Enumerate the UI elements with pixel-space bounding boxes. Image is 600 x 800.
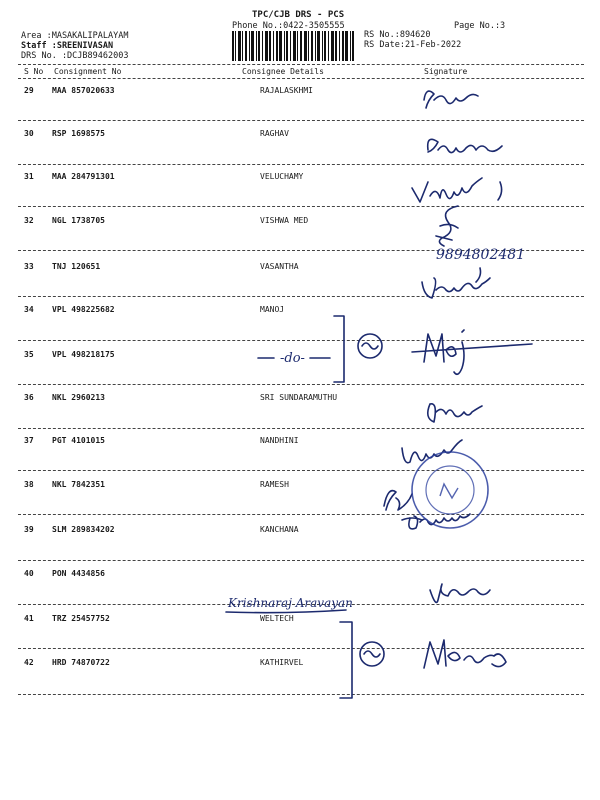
drs-number: DRS No. :DCJB89462003 <box>21 51 129 61</box>
row-consignee: KATHIRVEL <box>260 658 304 667</box>
report-title: TPC/CJB DRS - PCS <box>252 10 345 20</box>
signature-41-42 <box>424 640 506 668</box>
row-consignee: SRI SUNDARAMUTHU <box>260 393 338 402</box>
signature-36 <box>428 404 482 422</box>
row-consignment: NKL 7842351 <box>52 480 105 489</box>
row-sno: 39 <box>24 525 34 534</box>
row-consignment: NKL 2960213 <box>52 393 105 402</box>
row-sno: 31 <box>24 172 34 181</box>
row-sno: 29 <box>24 86 34 95</box>
row-consignee: RAGHAV <box>260 129 289 138</box>
row-sno: 35 <box>24 350 34 359</box>
rs-number: RS No.:894620 <box>364 30 431 40</box>
column-header-signature: Signature <box>424 67 468 76</box>
row-consignment: MAA 857020633 <box>52 86 115 95</box>
column-header-sno: S No <box>24 67 44 76</box>
area-label: Area :MASAKALIPALAYAM <box>21 31 129 41</box>
column-header-consignee: Consignee Details <box>242 67 324 76</box>
page-number: Page No.:3 <box>454 21 506 31</box>
row-consignment: VPL 498218175 <box>52 350 115 359</box>
signature-40 <box>430 584 490 602</box>
row-sno: 38 <box>24 480 34 489</box>
signature-32 <box>436 206 458 246</box>
row-consignment: SLM 289834202 <box>52 525 115 534</box>
row-consignment: RSP 1698575 <box>52 129 105 138</box>
row-consignment: PGT 4101015 <box>52 436 105 445</box>
signature-30 <box>428 139 502 152</box>
row-sno: 41 <box>24 614 34 623</box>
row-sno: 40 <box>24 569 34 578</box>
row-consignment: HRD 74870722 <box>52 658 110 667</box>
row-sno: 34 <box>24 305 34 314</box>
row-sno: 32 <box>24 216 34 225</box>
row-consignee: VISHWA MED <box>260 216 309 225</box>
row-consignee: WELTECH <box>260 614 294 623</box>
count-circle-34-mark <box>362 343 378 349</box>
phone-number: Phone No.:0422-3505555 <box>232 21 345 31</box>
signature-34-35 <box>412 330 532 374</box>
row-consignee: RAMESH <box>260 480 289 489</box>
signature-33 <box>422 268 490 298</box>
staff-label: Staff :SREENIVASAN <box>21 41 114 51</box>
handwritten-phone: 9894802481 <box>436 247 526 263</box>
ditto-bracket-bottom <box>340 622 352 698</box>
row-consignee: MANOJ <box>260 305 285 314</box>
row-sno: 36 <box>24 393 34 402</box>
row-consignee: VASANTHA <box>260 262 299 271</box>
count-circle-41-mark <box>364 651 380 657</box>
row-consignment: PON 4434856 <box>52 569 105 578</box>
row-consignment: TNJ 120651 <box>52 262 101 271</box>
signature-38 <box>384 491 422 520</box>
ditto-mark: -do- <box>280 351 305 366</box>
signature-29 <box>424 91 478 108</box>
rs-date: RS Date:21-Feb-2022 <box>364 40 462 50</box>
row-consignment: TRZ 25457752 <box>52 614 110 623</box>
row-sno: 33 <box>24 262 34 271</box>
company-stamp <box>412 452 488 528</box>
row-consignee: RAJALASKHMI <box>260 86 313 95</box>
handwritten-note-40: Krishnaraj Aravayan <box>228 596 353 610</box>
row-consignee: KANCHANA <box>260 525 299 534</box>
row-consignment: VPL 498225682 <box>52 305 115 314</box>
column-header-consignment: Consignment No <box>54 67 122 76</box>
row-sno: 42 <box>24 658 34 667</box>
row-consignment: MAA 284791301 <box>52 172 115 181</box>
row-sno: 37 <box>24 436 34 445</box>
underline-40 <box>226 610 346 613</box>
row-sno: 30 <box>24 129 34 138</box>
row-consignee: VELUCHAMY <box>260 172 304 181</box>
row-consignee: NANDHINI <box>260 436 299 445</box>
row-consignment: NGL 1738705 <box>52 216 105 225</box>
ditto-bracket-top <box>334 316 344 382</box>
signature-31 <box>412 178 502 202</box>
